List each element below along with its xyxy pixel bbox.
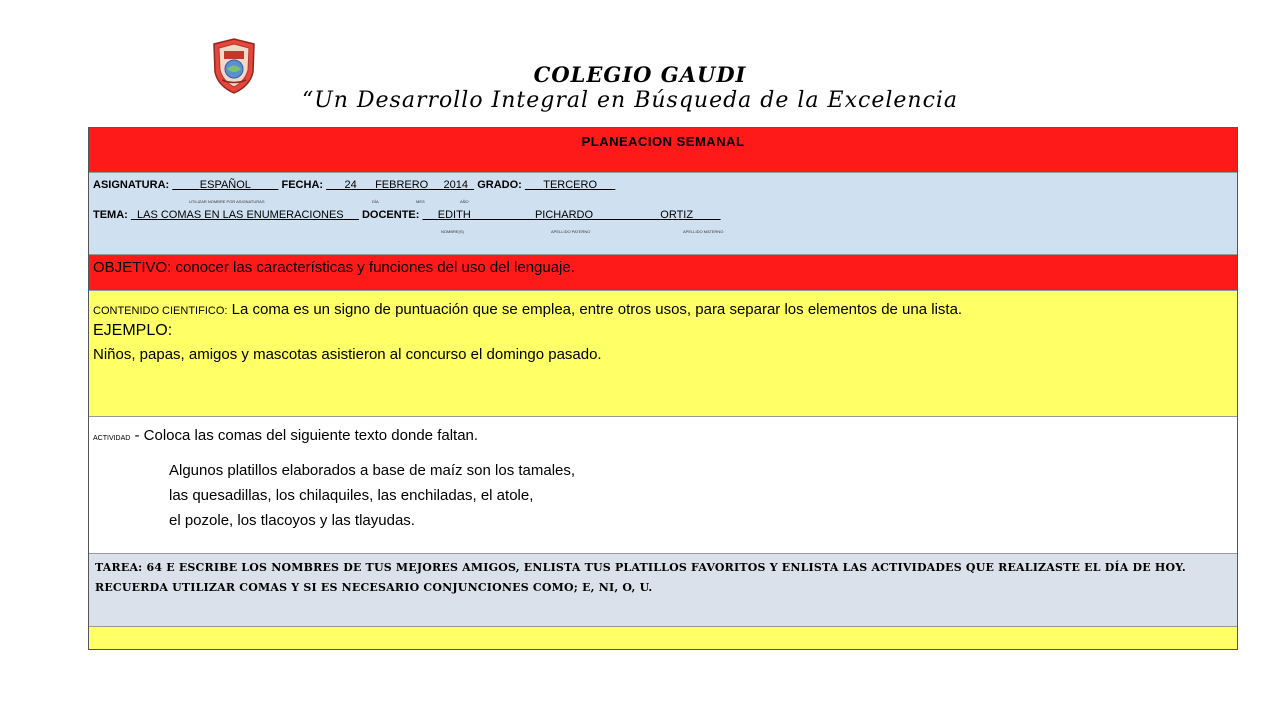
asignatura-value: ESPAÑOL (199, 179, 251, 191)
tema-label: TEMA: (93, 209, 128, 221)
empty-footer-row (89, 627, 1237, 649)
info-line-subject (93, 179, 615, 191)
actividad-line: el pozole, los tlacoyos y las tlayudas. (169, 512, 415, 529)
tema-value: LAS COMAS EN LAS ENUMERACIONES (137, 209, 344, 221)
plan-title-row (89, 128, 1237, 173)
actividad-header (93, 427, 1233, 444)
actividad-instruction: - Coloca las comas del siguiente texto donde faltan. (134, 427, 479, 444)
sub-ano: AÑO (460, 199, 469, 204)
sub-nombre: NOMBRE(S) (441, 229, 464, 234)
grado-label: GRADO: (477, 179, 522, 191)
actividad-row (89, 417, 1237, 554)
objetivo-row (89, 255, 1237, 291)
tarea-row (89, 554, 1237, 627)
sub-materno: APELLIDO MATERNO (683, 229, 724, 234)
info-line-topic (93, 209, 721, 221)
sub-mes: MES (416, 199, 425, 204)
contenido-line (93, 301, 1233, 318)
fecha-value: 24 FEBRERO 2014 (344, 179, 469, 191)
actividad-label: ACTIVIDAD (93, 435, 131, 442)
ejemplo-text: Niños, papas, amigos y mascotas asistieron al concurso el domingo pasado. (93, 346, 602, 363)
asignatura-label: ASIGNATURA: (93, 179, 170, 191)
contenido-label: CONTENIDO CIENTIFICO: (93, 305, 228, 317)
docente-label: DOCENTE: (361, 209, 420, 221)
ejemplo-label: EJEMPLO: (93, 322, 173, 339)
contenido-text: La coma es un signo de puntuación que se emplea, entre otros usos, para separar los elementos de una lista. (231, 301, 963, 318)
sub-paterno: APELLIDO PATERNO (551, 229, 591, 234)
sub-dia: DÍA (372, 199, 379, 204)
plan-title: PLANEACION SEMANAL (581, 134, 745, 149)
actividad-line: Algunos platillos elaborados a base de maíz son los tamales, (169, 462, 576, 479)
school-motto: “Un Desarrollo Integral en Búsqueda de la Excelencia (301, 88, 959, 113)
school-name: COLEGIO GAUDI (533, 62, 747, 87)
weekly-plan-table (88, 127, 1238, 650)
grado-value: TERCERO (543, 179, 597, 191)
objetivo-text: OBJETIVO: conocer las características y funciones del uso del lenguaje. (93, 259, 575, 276)
fecha-label: FECHA: (281, 179, 324, 191)
sub-asignatura: UTILIZAR NOMBRE POR ASIGNATURAS (189, 199, 265, 204)
tarea-text: TAREA: 64 E ESCRIBE LOS NOMBRES DE TUS MEJORES AMIGOS, ENLISTA TUS PLATILLOS FAVORITOS Y ENLISTA LAS ACTIVIDADES QUE REALIZASTE EL DÍA DE HOY. RECUERDA UTILIZAR COMAS Y SI ES NECESARIO CONJUNCIONES COMO; E, NI, O, U. (95, 561, 1186, 594)
contenido-row (89, 291, 1237, 417)
docente-value: EDITH PICHARDO ORTIZ (437, 209, 694, 221)
plan-info-row (89, 173, 1237, 255)
actividad-line: las quesadillas, los chilaquiles, las enchiladas, el atole, (169, 487, 534, 504)
